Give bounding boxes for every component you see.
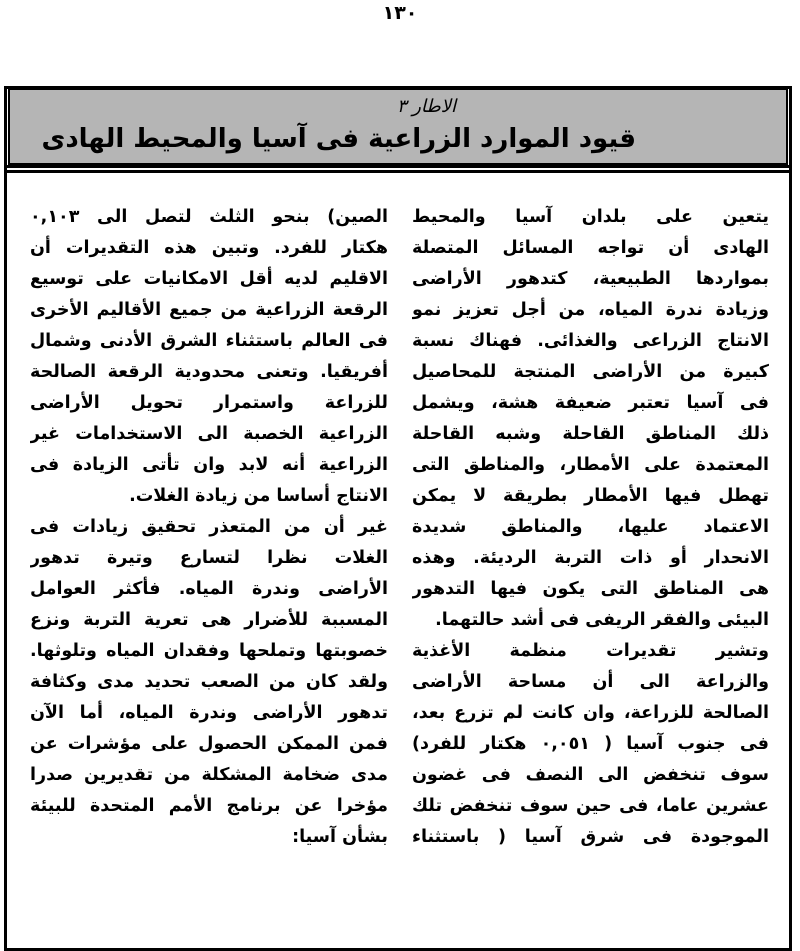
text-line: وتشير تقديرات منظمة الأغذية — [412, 641, 769, 661]
text-line: خصوبتها وتملحها وفقدان المياه وتلوثها. — [30, 641, 388, 661]
left-column — [30, 202, 388, 853]
text-line: الغلات نظرا لتسارع وتيرة تدهور — [30, 548, 388, 568]
text-line: بشأن آسيا: — [292, 827, 388, 847]
page-number: ١٣٠ — [382, 2, 418, 24]
text-line: فمن الممكن الحصول على مؤشرات عن — [30, 734, 388, 754]
text-line: الصين) بنحو الثلث لتصل الى ٠,١٠٣ — [30, 207, 388, 227]
text-line: فى آسيا تعتبر ضعيفة هشة، ويشمل — [412, 393, 769, 413]
text-line: مدى ضخامة المشكلة من تقديرين صدرا — [30, 765, 388, 785]
text-line: هكتار للفرد. وتبين هذه التقديرات أن — [30, 238, 388, 258]
text-line: الاقليم لديه أقل الامكانيات على توسيع — [30, 269, 388, 289]
box-label: الاطار ٣ — [396, 96, 456, 117]
text-line: وزيادة ندرة المياه، من أجل تعزيز نمو — [412, 300, 769, 320]
box-header — [8, 88, 788, 165]
text-line: المعتمدة على الأمطار، والمناطق التى — [412, 455, 769, 475]
text-line: سوف تنخفض الى النصف فى غضون — [412, 765, 769, 785]
text-line: تهطل فيها الأمطار بطريقة لا يمكن — [412, 486, 769, 506]
text-line: الأراضى وندرة المياه. فأكثر العوامل — [30, 579, 388, 599]
text-line: الرقعة الزراعية من جميع الأقاليم الأخرى — [30, 300, 388, 320]
text-line: ذلك المناطق القاحلة وشبه القاحلة — [412, 424, 769, 444]
text-line: الصالحة للزراعة، وان كانت لم تزرع بعد، — [412, 703, 769, 723]
text-line: هى المناطق التى يكون فيها التدهور — [412, 579, 769, 599]
text-line: فى جنوب آسيا ( ٠,٠٥١ هكتار للفرد) — [412, 734, 769, 754]
text-line: الموجودة فى شرق آسيا ( باستثناء — [412, 827, 769, 847]
text-line: الانتاج الزراعى والغذائى. فهناك نسبة — [412, 331, 769, 351]
text-line: الاعتماد عليها، والمناطق شديدة — [412, 517, 769, 537]
text-line: غير أن من المتعذر تحقيق زيادات فى — [30, 517, 388, 537]
text-line: الزراعية الخصبة الى الاستخدامات غير — [30, 424, 388, 444]
text-line: فى العالم باستثناء الشرق الأدنى وشمال — [30, 331, 388, 351]
text-line: كبيرة من الأراضى المنتجة للمحاصيل — [412, 362, 769, 382]
text-line: للزراعة واستمرار تحويل الأراضى — [30, 393, 388, 413]
text-line: الانحدار أو ذات التربة الرديئة. وهذه — [412, 548, 769, 568]
text-line: الهادى أن تواجه المسائل المتصلة — [412, 238, 769, 258]
text-line: مؤخرا عن برنامج الأمم المتحدة للبيئة — [30, 796, 388, 816]
right-column — [412, 202, 769, 853]
header-divider-bottom — [4, 170, 792, 173]
text-line: أفريقيا. وتعنى محدودية الرقعة الصالحة — [30, 362, 388, 382]
text-line: الزراعية أنه لابد وان تأتى الزيادة فى — [30, 455, 388, 475]
text-line: عشرين عاما، فى حين سوف تنخفض تلك — [412, 796, 769, 816]
text-line: تدهور الأراضى وندرة المياه، أما الآن — [30, 703, 388, 723]
text-line: المسببة للأضرار هى تعرية التربة ونزع — [30, 610, 388, 630]
text-line: يتعين على بلدان آسيا والمحيط — [412, 207, 769, 227]
text-line: ولقد كان من الصعب تحديد مدى وكثافة — [30, 672, 388, 692]
box-title: قيود الموارد الزراعية فى آسيا والمحيط الهادى — [41, 124, 636, 154]
header-divider-top — [4, 165, 792, 168]
text-line: البيئى والفقر الريفى فى أشد حالتهما. — [435, 610, 769, 630]
text-line: بمواردها الطبيعية، كتدهور الأراضى — [412, 269, 769, 289]
text-line: والزراعة الى أن مساحة الأراضى — [412, 672, 769, 692]
text-line: الانتاج أساسا من زيادة الغلات. — [129, 486, 388, 506]
